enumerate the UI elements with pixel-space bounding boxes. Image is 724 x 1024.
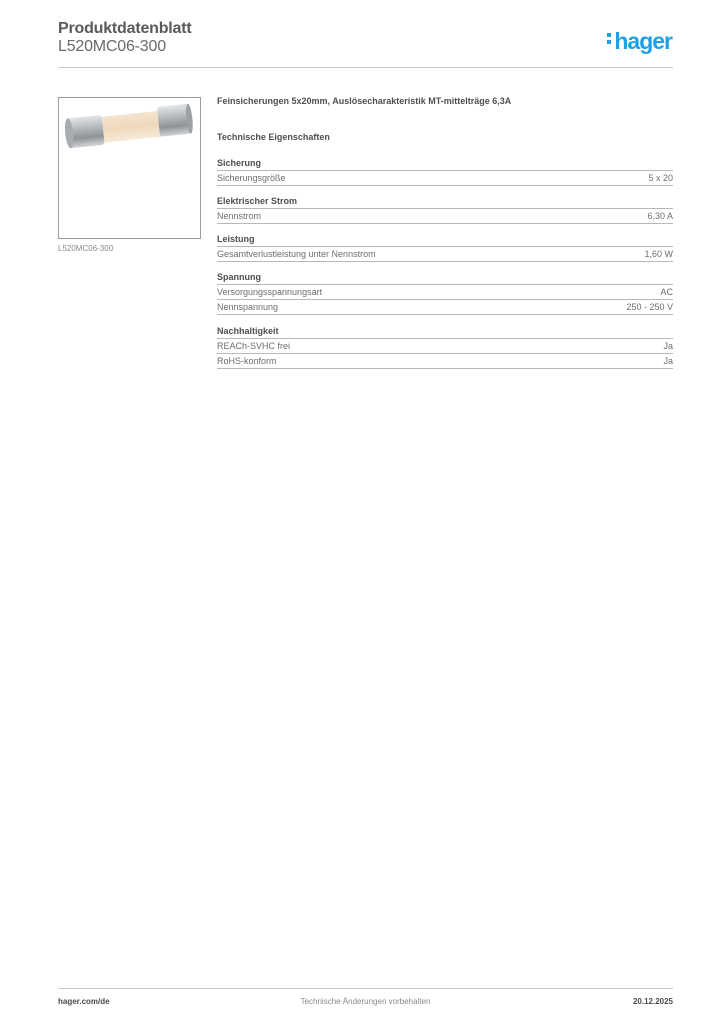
property-value: 6,30 A <box>647 211 673 221</box>
fuse-image-icon <box>59 98 200 238</box>
product-code: L520MC06-300 <box>58 38 166 55</box>
image-caption: L520MC06-300 <box>58 244 114 253</box>
property-value: 250 - 250 V <box>626 302 673 312</box>
product-details <box>217 95 673 369</box>
hager-logo <box>607 28 672 55</box>
group-title: Leistung <box>217 233 673 247</box>
property-row <box>217 171 673 186</box>
footer-website-link[interactable]: hager.com/de <box>58 997 110 1006</box>
logo-colon-icon <box>607 30 612 47</box>
footer-divider <box>58 988 673 989</box>
header-divider <box>58 67 673 68</box>
property-group-spannung <box>217 271 673 315</box>
group-title: Spannung <box>217 271 673 285</box>
group-title: Sicherung <box>217 157 673 171</box>
footer-notice: Technische Änderungen vorbehalten <box>300 997 431 1006</box>
property-label: Gesamtverlustleistung unter Nennstrom <box>217 249 376 259</box>
product-description: Feinsicherungen 5x20mm, Auslösecharakteristik MT-mittelträge 6,3A <box>217 96 512 106</box>
property-group-elektrischer-strom <box>217 195 673 224</box>
property-row <box>217 247 673 262</box>
property-group-nachhaltigkeit <box>217 325 673 369</box>
group-title: Elektrischer Strom <box>217 195 673 209</box>
property-label: Versorgungsspannungsart <box>217 287 323 297</box>
property-label: RoHS-konform <box>217 356 277 366</box>
property-row <box>217 339 673 354</box>
document-title: Produktdatenblatt <box>58 20 192 37</box>
page-footer <box>58 997 673 1009</box>
property-label: Nennstrom <box>217 211 262 221</box>
property-group-sicherung <box>217 157 673 186</box>
property-row <box>217 209 673 224</box>
footer-date: 20.12.2025 <box>632 997 673 1006</box>
property-label: Nennspannung <box>217 302 279 312</box>
section-heading: Technische Eigenschaften <box>217 132 330 142</box>
logo-text: hager <box>614 28 672 54</box>
property-row <box>217 300 673 315</box>
property-group-leistung <box>217 233 673 262</box>
property-value: AC <box>660 287 673 297</box>
property-value: 1,60 W <box>644 249 673 259</box>
property-label: REACh-SVHC frei <box>217 341 291 351</box>
property-value: Ja <box>663 341 673 351</box>
property-row <box>217 354 673 369</box>
group-title: Nachhaltigkeit <box>217 325 673 339</box>
property-value: 5 x 20 <box>648 173 673 183</box>
product-image <box>58 97 201 239</box>
property-value: Ja <box>663 356 673 366</box>
property-label: Sicherungsgröße <box>217 173 286 183</box>
property-row <box>217 285 673 300</box>
